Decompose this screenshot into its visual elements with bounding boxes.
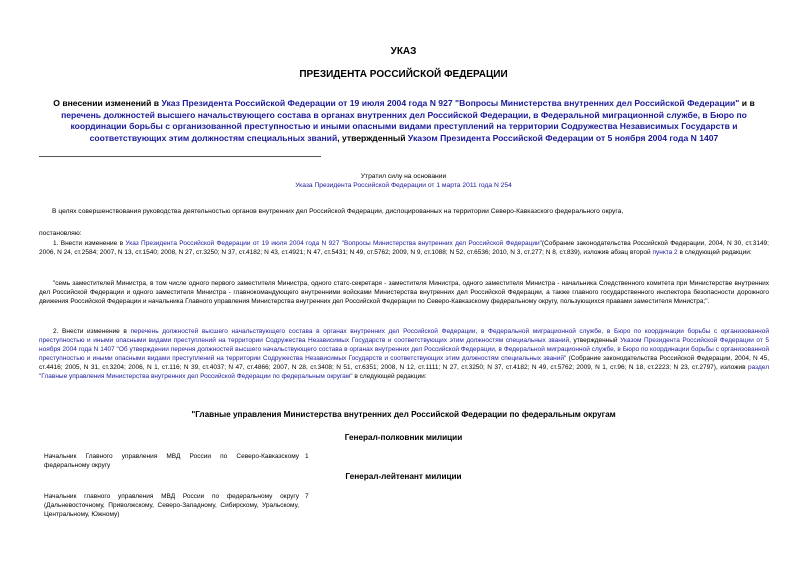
p1-link-decree-927[interactable]: Указ Президента Российской Федерации от 19 июля 2004 года N 927 "Вопросы Министерства внутренних дел Российской Федерации" [125,240,542,247]
table-row-2-text: Начальник главного управления МВД России по федеральному округу (Дальневосточному, Приволжскому, Северо-Западному, Сибирскому, Уральскому, Центральному, Южному) [44,493,299,518]
quote-text: "семь заместителей Министра, в том числе одного первого заместителя Министра, одного статс-секретаря - заместителя Министра, одного заместителя Министра - начальника Следственного комитета при Министерстве внутренних дел Российской Федерации и одного заместителя Министра - главнокомандующего внутренними войсками Министерства внутренних дел Российской Федерации, а также главного государственного инспектора безопасности дорожного движения Российской Федерации и начальника Главного управления Министерства внутренних дел Российской Федерации по Северо-Кавказскому федеральному округу, пользующихся правами заместителя Министра;". [39,280,769,305]
title-middle2: , утвержденный [337,132,406,143]
table-row-1-text: Начальник Главного управления МВД России по Северо-Кавказскому федеральному округу [44,453,299,469]
title-link-positions-list[interactable]: перечень должностей высшего начальствующего состава в органах внутренних дел Российской Федерации, в Федеральной миграционной службе, в Бюро по координации борьбы с организованной преступностью и иными опасными видами преступлений на территории Содружества Независимых Государств и соответствующих этим должностям специальных званий [61,109,747,143]
table-row-1-count: 1 [305,453,309,460]
decree-word: постановляю: [39,230,82,237]
p2-mid: , утвержденный [569,337,618,344]
rank-heading-1: Генерал-полковник милиции [344,433,463,442]
p1-link-item-2[interactable]: пункта 2 [652,249,678,256]
intro-paragraph: В целях совершенствования руководства деятельностью органов внутренних дел Российской Федерации, дислоцированных на территории Северо-Кавказского федерального округа, [52,208,624,215]
p1-start: 1. Внести изменение в [53,240,124,247]
title-link-decree-927[interactable]: Указ Президента Российской Федерации от 19 июля 2004 года N 927 "Вопросы Министерства внутренних дел Российской Федерации" [161,98,740,108]
status-lost-force: Утратил силу на основании [360,173,447,180]
p2-link-section[interactable]: раздел "Главные управления Министерства внутренних дел Российской Федерации по федеральным округам" [39,364,769,380]
p1-end: в следующей редакции: [679,249,752,256]
p1-rest: (Собрание законодательства Российской Федерации, 2004, N 30, ст.3149; 2006, N 24, ст.2584; 2007, N 13, ст.1540; 2008, N 27, ст.3250; N 37, ст.4182; N 43, ст.4921; N 47, ст.5431; N 49, ст.5762; 2009, N 9, ст.1088; N 52, ст.6536; 2010, N 3, ст.277; N 8, ст.839), изложив абзац второй [39,240,769,256]
quote-paragraph [39,279,769,306]
status-basis-link[interactable]: Указа Президента Российской Федерации от 1 марта 2011 года N 254 [295,182,512,189]
p2-link-positions-list[interactable]: перечень должностей высшего начальствующего состава в органах внутренних дел Российской Федерации, в Федеральной миграционной службе, в Бюро по координации борьбы с организованной преступностью и иными опасными видами преступлений на территории Содружества Независимых Государств и соответствующих этим должностям специальных званий [39,328,769,344]
document-title [34,98,774,144]
title-link-decree-1407[interactable]: Указом Президента Российской Федерации от 5 ноября 2004 года N 1407 [407,132,719,143]
title-prefix: О внесении изменений в [53,98,160,108]
section-heading: "Главные управления Министерства внутренних дел Российской Федерации по федеральным округам [191,410,616,419]
title-middle: и в [741,98,755,108]
p2-end: в следующей редакции: [354,373,427,380]
divider-line [39,156,321,157]
paragraph-2 [39,327,769,381]
rank-heading-2: Генерал-лейтенант милиции [345,472,462,481]
header-line1: УКАЗ [390,46,417,57]
paragraph-1 [39,239,769,257]
p2-rest: (Собрание законодательства Российской Федерации, 2004, N 45, ст.4416; 2005, N 31, ст.3204; 2006, N 1, ст.116; N 39, ст.4037; N 47, ст.4866; 2007, N 28, ст.3408; N 51, ст.6351; 2008, N 12, ст.1111; N 27, ст.3250; N 37, ст.4182; N 49, ст.5762; 2009, N 1, ст.96; N 18, ст.2223; N 23, ст.2797), изложив [39,355,770,371]
p2-start: 2. Внести изменение в [53,328,127,335]
table-row-2-count: 7 [305,493,309,500]
p2-link-decree-1407[interactable]: Указом Президента Российской Федерации от 5 ноября 2004 года N 1407 "Об утверждении перечня должностей высшего начальствующего состава в органах внутренних дел Российской Федерации, в Федеральной миграционной службе, в Бюро по координации борьбы с организованной преступностью и иными опасными видами преступлений на территории Содружества Независимых Государств и соответствующих этим должностям специальных званий" [39,337,769,362]
header-line2: ПРЕЗИДЕНТА РОССИЙСКОЙ ФЕДЕРАЦИИ [299,69,508,80]
